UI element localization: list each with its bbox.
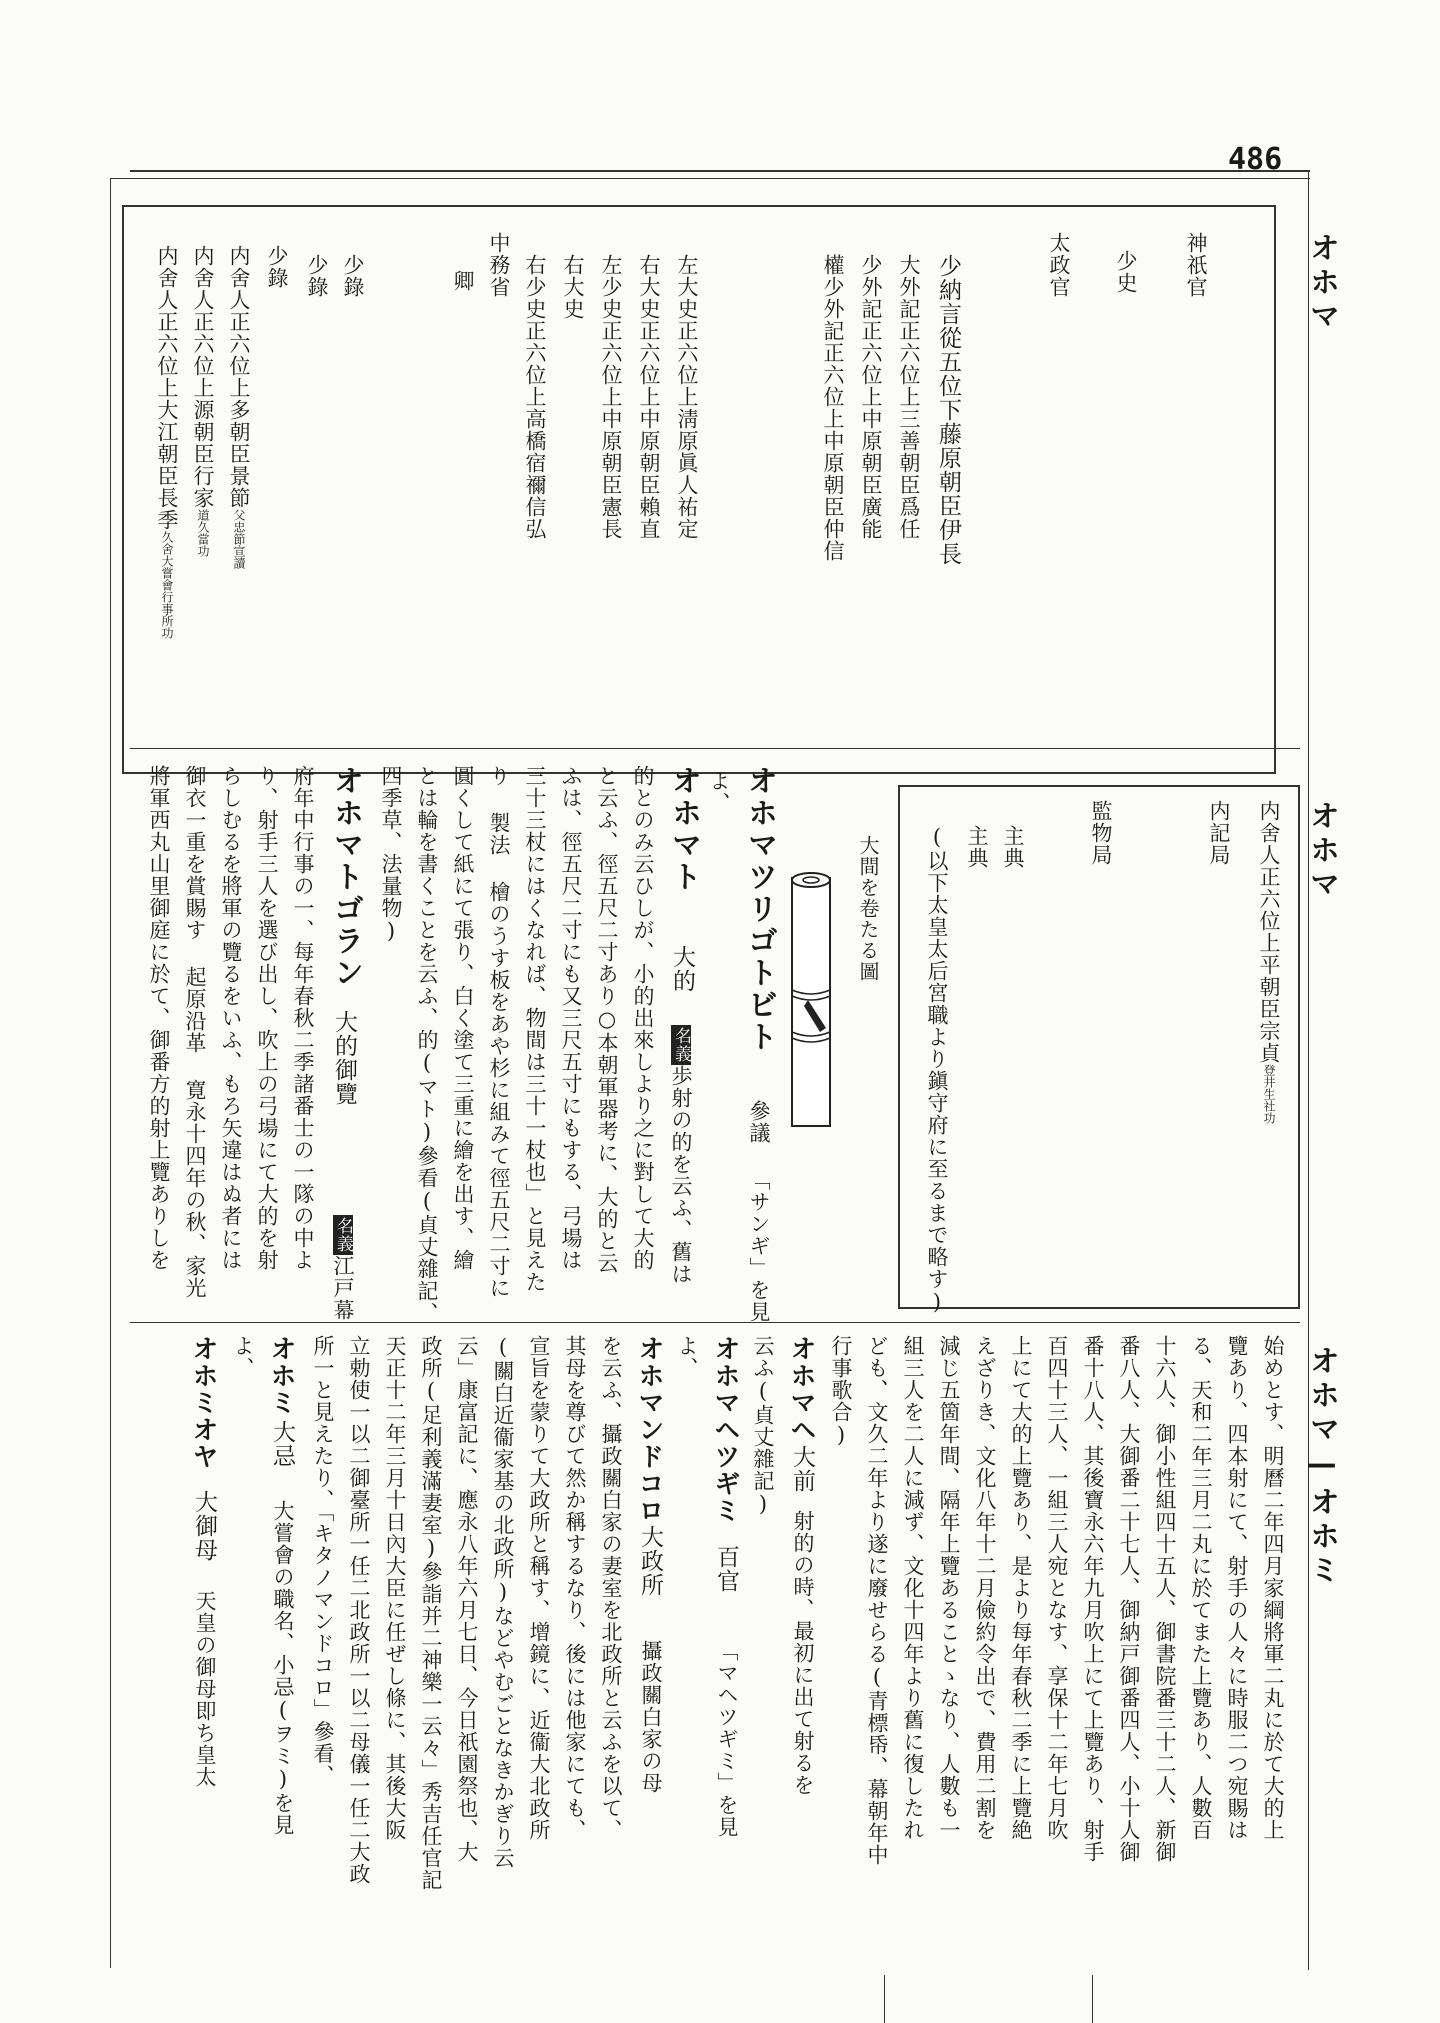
page-number: 486 <box>1228 142 1283 177</box>
entry-line: り 製法 檜のうす板をあや杉に組みて徑五尺二寸に <box>487 765 511 1299</box>
section-divider <box>130 1322 1300 1323</box>
lower-line: 組三人を二人に減ず、文化十四年より舊に復したれ <box>901 1335 925 1841</box>
entry-line: を云ふ、攝政關白家の妻室を北政所と云ふを以て、 <box>599 1335 623 1841</box>
middle-line: 内記局 <box>1207 800 1231 866</box>
frame-top-inner <box>110 178 1310 179</box>
entry-line: よ、 <box>675 1335 699 1379</box>
running-head-3: オホマ—オホミ <box>1304 1345 1339 1588</box>
upper-line: 大外記正六位上三善朝臣爲任 <box>897 254 921 540</box>
lower-line: 十六人、御小性組四十五人、御書院番三十二人、新御 <box>1153 1335 1177 1863</box>
middle-line-note: 登井生社功 <box>1262 1064 1276 1124</box>
rolled-scroll-figure <box>786 870 836 1135</box>
entry-gloss: 大前 <box>789 1445 815 1493</box>
entry-line: 云」康富記に、應永八年六月七日、今日祇園祭也、大 <box>455 1335 479 1863</box>
entry-line: 參議 「サンギ」を見 <box>747 1100 771 1323</box>
headword: オホマヘツギミ <box>710 1335 740 1524</box>
middle-line: (以下太皇太后宮職より鎭守府に至るまで略す) <box>925 825 949 1315</box>
label-tag: 名義 <box>333 1217 353 1253</box>
entry-line: 立勅使一以二御臺所一任二北政所一以二母儀一任二大政 <box>347 1335 371 1885</box>
entry-line: 府年中行事の一、每年春秋二季諸番士の一隊の中よ <box>291 765 315 1271</box>
lower-line: 百四十三人、一組三人宛となす、享保十二年七月吹 <box>1045 1335 1069 1841</box>
entry-line: とは輪を書くことを云ふ、的(マト)參看(貞丈雜記、 <box>415 765 439 1324</box>
upper-line: 少納言從五位下藤原朝臣伊長 <box>935 254 961 566</box>
middle-line: 主典 <box>965 825 989 869</box>
entry-line: 「マヘツギミ」を見 <box>715 1640 739 1838</box>
frame-top <box>130 170 1310 172</box>
upper-line: 卿 <box>451 270 475 292</box>
label-tag: 名義 <box>671 1027 691 1063</box>
upper-line: 右少史正六位上高橋宿禰信弘 <box>523 254 547 540</box>
entry-line: 三十三杖にはくなれば、物間は三十一杖也」と見えた <box>523 765 547 1293</box>
entry-line: 將軍西丸山里御庭に於て、御番方的射上覽ありしを <box>147 765 171 1271</box>
upper-line-text: 内舍人正六位上多朝臣景節 <box>227 245 251 509</box>
upper-line-note: 久舍大嘗會行事所功 <box>160 531 174 639</box>
entry-line: 射的の時、最初に出て射るを <box>791 1510 815 1796</box>
upper-line: 少史 <box>1114 250 1138 294</box>
entry-gloss: 大御母 <box>191 1490 217 1562</box>
entry-line: ふは、徑五尺二寸にも又三尺五寸にもする、弓場は <box>559 765 583 1271</box>
entry-line: 天皇の御母即ち皇太 <box>193 1590 217 1788</box>
bottom-tick <box>884 1975 885 2023</box>
upper-line: 神祇官 <box>1184 232 1208 298</box>
headword: オホマトゴラン <box>328 765 363 989</box>
middle-line: 主典 <box>1001 825 1025 869</box>
entry-gloss: 大忌 <box>269 1420 295 1468</box>
entry-line <box>332 1215 353 1321</box>
lower-line: えざりき、文化八年十二月儉約令出で、費用二割を <box>973 1335 997 1841</box>
middle-line <box>1258 800 1279 1124</box>
headword: オホマンドコロ <box>634 1335 664 1524</box>
upper-line <box>228 245 249 569</box>
lower-line: 始めとす、明曆二年四月家綱將軍二丸に於て大的上 <box>1261 1335 1285 1841</box>
entry-gloss: 百官 <box>713 1545 739 1593</box>
upper-line: 左大史正六位上淸原眞人祐定 <box>675 254 699 540</box>
entry-line-text: 歩射の的を云ふ、舊は <box>669 1065 693 1285</box>
entry-line: よ、 <box>707 770 731 814</box>
lower-line: 番八人、大御番二十七人、御納戸御番四人、小十人御 <box>1117 1335 1141 1863</box>
upper-line-note: 道久當功 <box>196 509 210 557</box>
running-head-2: オホマ <box>1304 800 1339 902</box>
lower-line: る、天和二年三月二丸に於てまた上覽あり、人數百 <box>1189 1335 1213 1841</box>
middle-line: 監物局 <box>1089 800 1113 866</box>
entry-line: 宣旨を蒙りて大政所と稱す、增鏡に、近衞大北政所 <box>527 1335 551 1841</box>
entry-gloss <box>332 1010 355 1106</box>
upper-line: 少錄 <box>341 254 365 298</box>
upper-box <box>122 205 1276 774</box>
entry-line: 四季草、法量物) <box>379 765 403 944</box>
lower-line: 覽あり、四本射にて、射手の人々に時服二つ宛賜は <box>1225 1335 1249 1841</box>
upper-line: 太政官 <box>1047 232 1071 298</box>
figure-caption: 大間を卷たる圖 <box>856 835 880 982</box>
entry-line: 的とのみ云ひしが、小的出來しより之に對して大的 <box>631 765 655 1271</box>
entry-gloss: 大政所 <box>637 1525 663 1597</box>
lower-line: ども、文久二年より遂に廢せらる(青標帋、幕朝年中 <box>865 1335 889 1866</box>
upper-line: 少錄 <box>305 254 329 298</box>
headword: オホマヘ <box>786 1335 816 1443</box>
entry-line: 云ふ(貞丈雜記) <box>751 1335 775 1517</box>
bottom-tick <box>1092 1975 1093 2023</box>
section-divider <box>130 748 1300 749</box>
upper-line <box>192 245 213 557</box>
entry-line: 政所(足利義滿妻室)參詣并二神樂一云々」秀吉任官記 <box>419 1335 443 1891</box>
headword <box>666 765 701 893</box>
upper-line: 權少外記正六位上中原朝臣仲信 <box>821 254 845 562</box>
frame-left <box>110 178 111 1968</box>
upper-line-text: 内舍人正六位上源朝臣行家 <box>191 245 215 509</box>
upper-line <box>156 245 177 639</box>
lower-line: 上にて大的上覽あり、是より每年春秋二季に上覽絶 <box>1009 1335 1033 1841</box>
entry-line: り、射手三人を選び出し、吹上の弓場にて大的を射 <box>255 765 279 1271</box>
upper-line: 左少史正六位上中原朝臣憲長 <box>599 254 623 540</box>
lower-line: 行事歌合) <box>829 1335 853 1448</box>
entry-line: 大嘗會の職名、小忌(ヲミ)を見 <box>271 1500 295 1836</box>
headword: オホミオヤ <box>188 1335 218 1470</box>
entry-line: 圓くして紙にて張り、白く塗て三重に繪を出す、繪 <box>451 765 475 1271</box>
lower-line: 減じ五箇年間、隔年上覽あることゝなり、人數も一 <box>937 1335 961 1841</box>
entry-line: よ、 <box>231 1335 255 1379</box>
entry-line: (關白近衞家基の北政所)などやむごとなきかぎり云 <box>491 1335 515 1869</box>
upper-line: 右大史 <box>561 254 585 320</box>
entry-gloss: 大的 <box>669 945 695 993</box>
entry-line: 御衣一重を賞賜す 起原沿革 寛永十四年の秋、家光 <box>183 765 207 1299</box>
entry-line: と云ふ、徑五尺二寸あり○本朝軍器考に、大的と云 <box>595 765 619 1274</box>
entry-line: 天正十二年三月十日內大臣に任ぜし條に、其後大阪 <box>383 1335 407 1841</box>
entry-line: 攝政關白家の母 <box>639 1640 663 1794</box>
entry-gloss-text: 大的御覽 <box>331 1010 357 1106</box>
upper-line: 右大史正六位上中原朝臣賴直 <box>637 254 661 540</box>
middle-line-text: 内舍人正六位上平朝臣宗貞 <box>1257 800 1281 1064</box>
headword: オホミ <box>266 1335 296 1416</box>
entry-line-text: 江戸幕 <box>331 1255 355 1321</box>
entry-line: 其母を尊びて然か稱するなり、後には他家にても、 <box>563 1335 587 1841</box>
lower-line: 番十八人、其後寶永六年九月吹上にて上覽あり、射手 <box>1081 1335 1105 1863</box>
upper-line-text: 内舍人正六位上大江朝臣長季 <box>155 245 179 531</box>
headword: オホマツリゴトビト <box>742 765 777 1053</box>
upper-line: 少外記正六位上中原朝臣廣能 <box>859 254 883 540</box>
upper-line: 中務省 <box>487 232 511 298</box>
entry-line: 所一と見えたり、「キタノマンドコロ」參看、 <box>311 1335 335 1787</box>
running-head-1: オホマ <box>1304 232 1339 334</box>
frame-right <box>1308 170 1309 1970</box>
upper-line-note: 父忠節宣讀 <box>232 509 246 569</box>
headword-text: オホマト <box>666 765 701 893</box>
entry-line: らしむるを將軍の覽るをいふ、もろ矢違はぬ者には <box>219 765 243 1271</box>
entry-line <box>670 1025 691 1285</box>
upper-line: 少錄 <box>265 245 289 289</box>
